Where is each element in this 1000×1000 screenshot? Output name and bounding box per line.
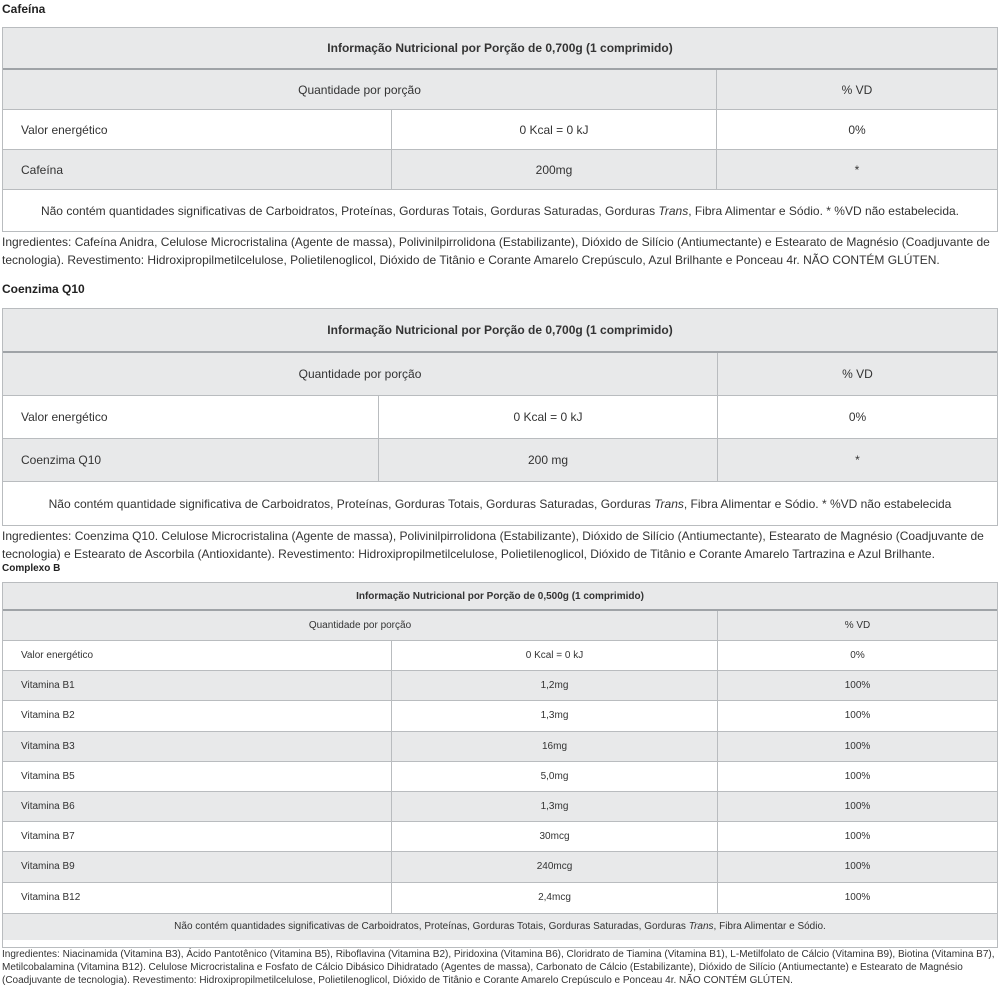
section-heading-cafeina: Cafeína bbox=[2, 2, 46, 16]
nutrient-name: Valor energético bbox=[3, 641, 392, 670]
table-row bbox=[3, 732, 997, 762]
nutrient-name: Valor energético bbox=[3, 110, 392, 149]
col-header-quantity: Quantidade por porção bbox=[3, 353, 718, 395]
table-row bbox=[3, 641, 997, 671]
footnote-text: Não contém quantidades significativas de Carboidratos, Proteínas, Gorduras Totais, Gorduras Saturadas, Gorduras Trans, Fibra Alimentar e Sódio. bbox=[174, 921, 826, 933]
table-title-row bbox=[3, 28, 997, 70]
nutrient-rows bbox=[3, 641, 997, 913]
nutrient-name: Vitamina B5 bbox=[3, 762, 392, 791]
table-row bbox=[3, 439, 997, 482]
nutrition-table-cafeina bbox=[2, 27, 998, 232]
nutrient-amount: 5,0mg bbox=[392, 762, 718, 791]
table-row bbox=[3, 762, 997, 792]
nutrient-vd: 0% bbox=[848, 410, 867, 424]
col-header-vd: % VD bbox=[717, 70, 997, 109]
table-title-row bbox=[3, 309, 997, 353]
nutrient-name: Vitamina B2 bbox=[3, 701, 392, 730]
table-title-row bbox=[3, 583, 997, 611]
table-row bbox=[3, 396, 997, 439]
col-header-vd: % VD bbox=[718, 353, 997, 395]
nutrient-vd: 100% bbox=[844, 710, 871, 722]
nutrient-amount: 200mg bbox=[392, 150, 717, 189]
footnote-text: Não contém quantidade significativa de Carboidratos, Proteínas, Gorduras Totais, Gorduras Saturadas, Gorduras Trans, Fibra Alimentar e Sódio. * %VD não estabelecida bbox=[48, 496, 952, 511]
col-header-quantity: Quantidade por porção bbox=[3, 611, 718, 640]
col-header-quantity: Quantidade por porção bbox=[3, 70, 717, 109]
nutrient-vd: * bbox=[855, 453, 860, 467]
nutrient-name: Vitamina B9 bbox=[3, 852, 392, 881]
nutrient-vd: 100% bbox=[844, 801, 871, 813]
nutrient-vd: 100% bbox=[844, 861, 871, 873]
table-row bbox=[3, 792, 997, 822]
nutrient-amount: 200 mg bbox=[379, 439, 718, 481]
nutrient-vd: 100% bbox=[844, 892, 871, 904]
table-footnote bbox=[3, 482, 997, 525]
nutrient-amount: 0 Kcal = 0 kJ bbox=[392, 110, 717, 149]
table-title: Informação Nutricional por Porção de 0,700g (1 comprimido) bbox=[327, 41, 673, 55]
nutrient-vd: 0% bbox=[850, 650, 865, 662]
table-row bbox=[3, 671, 997, 701]
nutrient-vd: * bbox=[854, 162, 860, 177]
table-row bbox=[3, 110, 997, 150]
nutrient-amount: 16mg bbox=[392, 732, 718, 761]
nutrient-amount: 1,3mg bbox=[392, 701, 718, 730]
table-title: Informação Nutricional por Porção de 0,500g (1 comprimido) bbox=[356, 590, 644, 602]
nutrient-vd: 100% bbox=[844, 680, 871, 692]
nutrient-name: Vitamina B6 bbox=[3, 792, 392, 821]
col-header-vd: % VD bbox=[718, 611, 997, 640]
nutrient-name: Vitamina B1 bbox=[3, 671, 392, 700]
nutrient-vd: 100% bbox=[844, 831, 871, 843]
table-row bbox=[3, 822, 997, 852]
nutrient-amount: 2,4mcg bbox=[392, 883, 718, 913]
table-footnote bbox=[3, 190, 997, 231]
nutrient-name: Vitamina B3 bbox=[3, 732, 392, 761]
nutrient-name: Vitamina B7 bbox=[3, 822, 392, 851]
nutrient-amount: 0 Kcal = 0 kJ bbox=[379, 396, 718, 438]
nutrient-name: Valor energético bbox=[3, 396, 379, 438]
nutrient-amount: 1,2mg bbox=[392, 671, 718, 700]
nutrition-table-coenzima-q10 bbox=[2, 308, 998, 526]
table-row bbox=[3, 883, 997, 913]
nutrient-vd: 100% bbox=[844, 740, 871, 752]
table-row bbox=[3, 701, 997, 731]
nutrient-amount: 30mcg bbox=[392, 822, 718, 851]
nutrient-name: Coenzima Q10 bbox=[3, 439, 379, 481]
section-heading-coenzima-q10: Coenzima Q10 bbox=[2, 282, 85, 296]
nutrient-name: Vitamina B12 bbox=[3, 883, 392, 913]
nutrient-amount: 1,3mg bbox=[392, 792, 718, 821]
table-row bbox=[3, 150, 997, 190]
footnote-text: Não contém quantidades significativas de Carboidratos, Proteínas, Gorduras Totais, Gorduras Saturadas, Gorduras Trans, Fibra Alimentar e Sódio. * %VD não estabelecida. bbox=[40, 203, 960, 218]
nutrient-vd: 100% bbox=[844, 770, 871, 782]
table-title: Informação Nutricional por Porção de 0,700g (1 comprimido) bbox=[327, 323, 673, 337]
table-header-row bbox=[3, 611, 997, 641]
nutrient-vd: 0% bbox=[848, 122, 866, 137]
table-header-row bbox=[3, 353, 997, 396]
table-row bbox=[3, 852, 997, 882]
nutrient-name: Cafeína bbox=[3, 150, 392, 189]
ingredients-text-cafeina: Ingredientes: Cafeína Anidra, Celulose Microcristalina (Agente de massa), Polivinilpirrolidona (Estabilizante), Dióxido de Silício (Antiumectante) e Estearato de Magnésio (Coadjuvante de tecnologia). Revestimento: Hidroxipropilmetilcelulose, Polietilenoglicol, Dióxido de Titânio e Corante Amarelo Crepúsculo, Azul Brilhante e Ponceau 4r. NÃO CONTÉM GLÚTEN. bbox=[2, 235, 990, 267]
nutrient-amount: 0 Kcal = 0 kJ bbox=[392, 641, 718, 670]
nutrition-table-complexo-b bbox=[2, 582, 998, 948]
section-heading-complexo-b: Complexo B bbox=[2, 563, 61, 574]
table-header-row bbox=[3, 70, 997, 110]
table-footnote bbox=[3, 913, 997, 940]
ingredients-text-coenzima-q10: Ingredientes: Coenzima Q10. Celulose Microcristalina (Agente de massa), Polivinilpirrolidona (Estabilizante), Dióxido de Silício (Antiumectante), Estearato de Magnésio (Coadjuvante de tecnologia) e Estearato de Ascorbila (Antioxidante). Revestimento: Hidroxipropilmetilcelulose, Polietilenoglicol, Dióxido de Titânio e Corante Amarelo Tartrazina e Azul Brilhante. bbox=[2, 529, 984, 561]
nutrient-amount: 240mcg bbox=[392, 852, 718, 881]
ingredients-text-complexo-b: Ingredientes: Niacinamida (Vitamina B3), Ácido Pantotênico (Vitamina B5), Riboflavina (Vitamina B2), Piridoxina (Vitamina B6), Cloridrato de Tiamina (Vitamina B1), L-Metilfolato de Cálcio (Vitamina B9), Biotina (Vitamina B7), Metilcobalamina (Vitamina B12). Celulose Microcristalina e Fosfato de Cálcio Dibásico Dihidratado (Agentes de massa), Carbonato de Cálcio (Estabilizante), Dióxido de Silício (Antiumectante) e Estearato de Magnésio (Coadjuvante de tecnologia). Revestimento: Hidroxipropilmetilcelulose, Polietilenoglicol, Dióxido de Titânio e Corante Amarelo Crepúsculo e Ponceau 4r. NÃO CONTÉM GLÚTEN. bbox=[2, 949, 995, 986]
